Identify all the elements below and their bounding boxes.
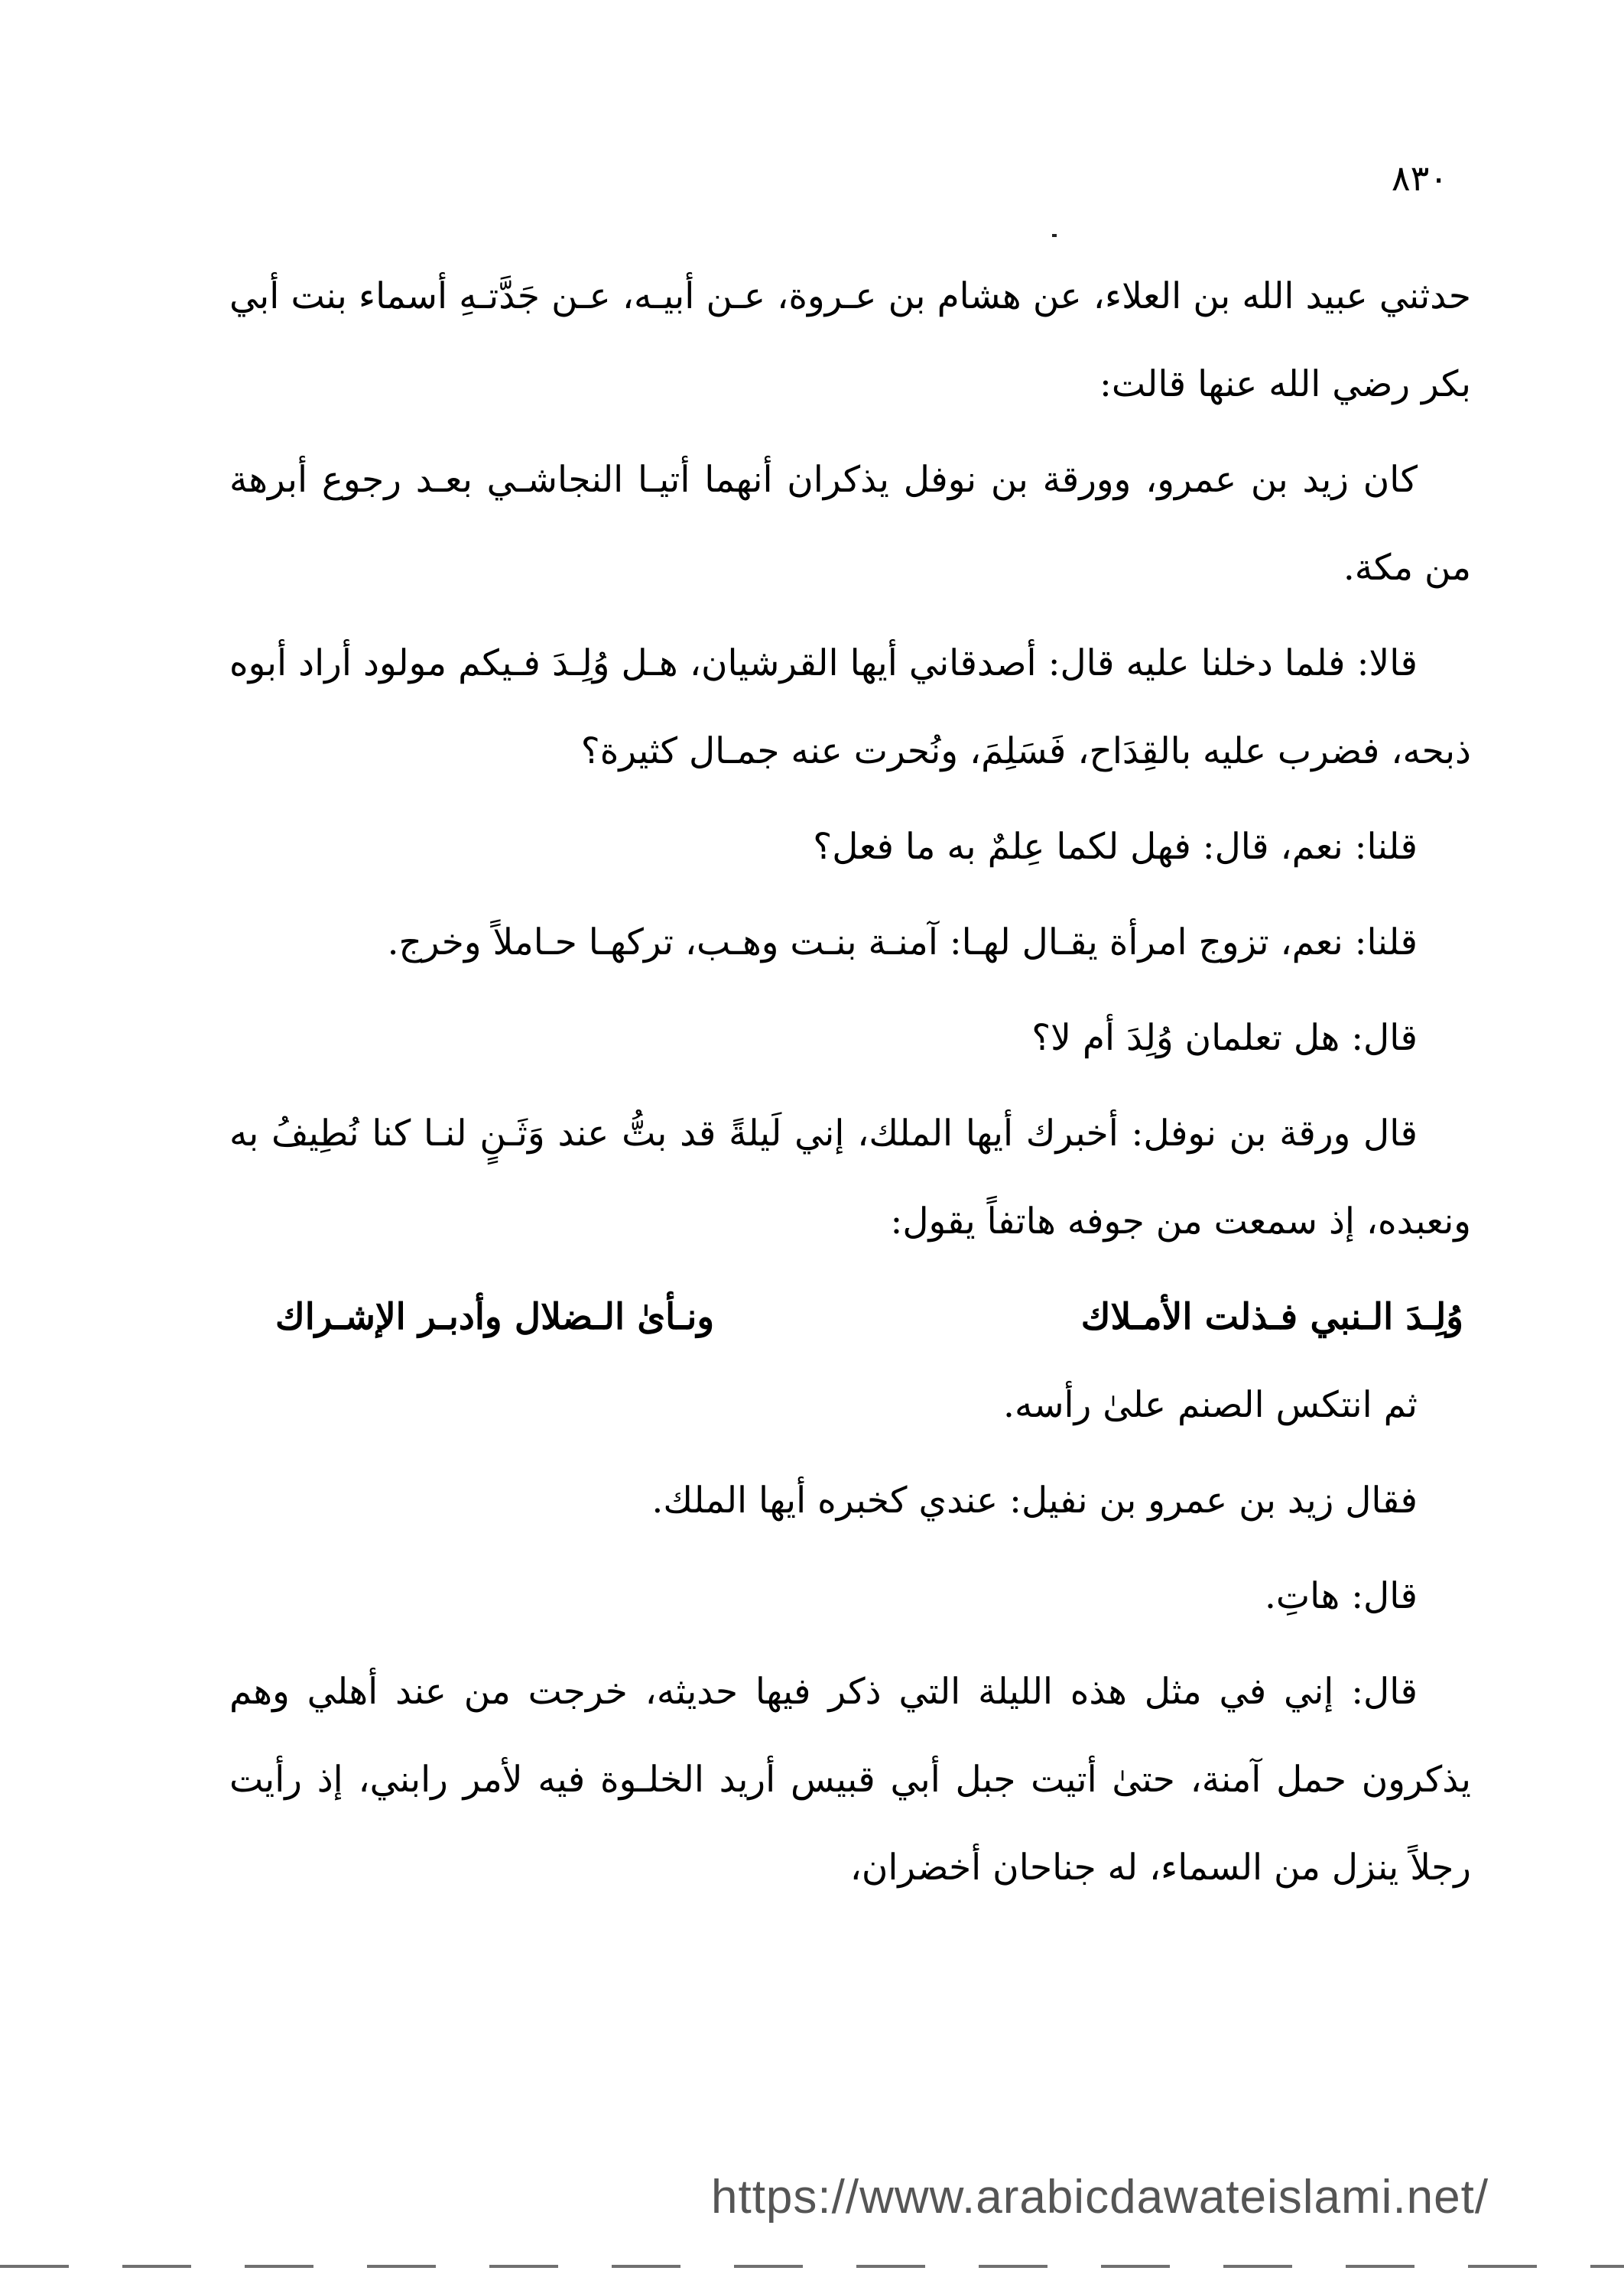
verse-first-hemistich: وُلِـدَ الـنبي فـذلت الأمـلاك — [1080, 1296, 1463, 1338]
paragraph-answer-yes: قلنا: نعم، قال: فهل لكما عِلمٌ به ما فعل؟ — [813, 826, 1418, 868]
paragraph-amina: قلنا: نعم، تزوج امرأة يقـال لهـا: آمنـة بنـت وهـب، تركهـا حـاملاً وخرج. — [387, 921, 1418, 963]
paragraph-idol-fell: ثم انتكس الصنم علىٰ رأسه. — [1003, 1384, 1418, 1426]
bottom-scan-edge — [0, 2265, 1624, 2268]
paragraph-waraqa-story: قال ورقة بن نوفل: أخبرك أيها الملك، إني لَيلةً قد بتُّ عند وَثَـنٍ لنـا كنا نُطِيفُ به ونعبده، إذ سمعت من جوفه هاتفاً يقول: — [229, 1113, 1471, 1243]
watermark-url: https://www.arabicdawateislami.net/ — [711, 2171, 1489, 2224]
paragraph-zaid-waraqa: كان زيد بن عمرو، وورقة بن نوفل يذكران أنهما أتيـا النجاشـي بعـد رجوع أبرهة من مكة. — [229, 459, 1471, 589]
paragraph-isnad: حدثني عبيد الله بن العلاء، عن هشام بن عـروة، عـن أبيـه، عـن جَدَّتـهِ أسماء بنت أبي بكر رضي الله عنها قالت: — [229, 275, 1471, 405]
page-body — [229, 252, 1471, 1912]
verse-second-hemistich: ونـأىٰ الـضلال وأدبـر الإشـراك — [275, 1296, 715, 1338]
page-number: ٨٣٠ — [1391, 158, 1448, 199]
paragraph-bring-it: قال: هاتِ. — [1264, 1575, 1418, 1617]
paragraph-abu-qubais: قال: إني في مثل هذه الليلة التي ذكر فيها حديثه، خرجت من عند أهلي وهم يذكرون حمل آمنة، حتىٰ أتيت جبل أبي قبيس أريد الخلـوة فيه لأمر رابني، إذ رأيت رجلاً ينزل من السماء، له جناحان أخضران، — [229, 1671, 1471, 1889]
paragraph-was-born-question: قال: هل تعلمان وُلِدَ أم لا؟ — [1031, 1017, 1418, 1059]
poetry-verse — [229, 1273, 1471, 1361]
ink-speck — [1052, 234, 1057, 237]
paragraph-najashi-question: قالا: فلما دخلنا عليه قال: أصدقاني أيها القرشيان، هـل وُلِـدَ فـيكم مولود أراد أبوه ذبحه، فضرب عليه بالقِدَاح، فَسَلِمَ، ونُحرت عنه جمـال كثيرة؟ — [229, 642, 1471, 772]
paragraph-zaid-speaks: فقال زيد بن عمرو بن نفيل: عندي كخبره أيها الملك. — [651, 1480, 1418, 1522]
